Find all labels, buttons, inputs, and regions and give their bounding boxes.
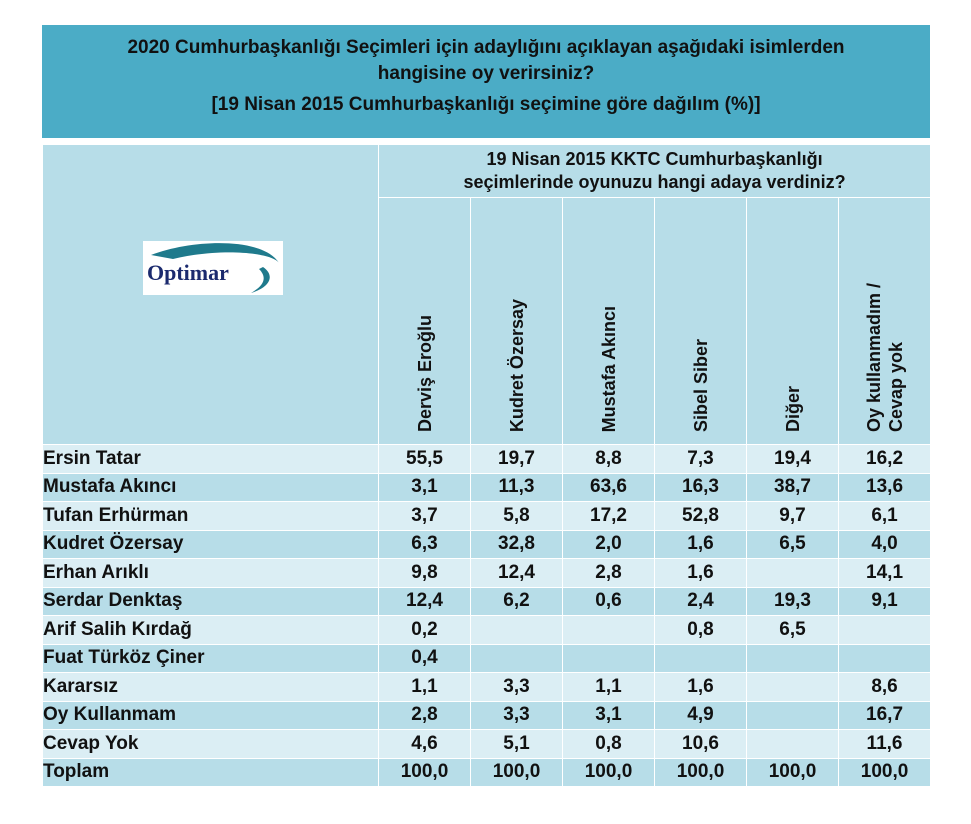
column-header-4	[747, 198, 839, 445]
cell-value: 9,1	[839, 587, 931, 616]
chart-title-line-2: hangisine oy verirsiniz?	[377, 63, 595, 84]
table-row	[43, 616, 931, 645]
cell-value: 0,8	[563, 730, 655, 759]
cell-value	[839, 616, 931, 645]
table-row	[43, 502, 931, 531]
cell-value	[839, 644, 931, 673]
cell-value: 1,6	[655, 673, 747, 702]
table-row	[43, 644, 931, 673]
group-header-line-1: 19 Nisan 2015 KKTC Cumhurbaşkanlığı	[486, 149, 823, 169]
cell-value: 19,7	[471, 445, 563, 474]
cell-value: 6,3	[379, 530, 471, 559]
cell-value	[747, 644, 839, 673]
table-row	[43, 730, 931, 759]
cell-value: 52,8	[655, 502, 747, 531]
column-header-3	[655, 198, 747, 445]
cell-value: 13,6	[839, 473, 931, 502]
cell-value: 14,1	[839, 559, 931, 588]
group-header	[379, 145, 931, 198]
cell-value: 4,9	[655, 701, 747, 730]
cell-value: 6,5	[747, 616, 839, 645]
row-label: Ersin Tatar	[43, 445, 379, 474]
cell-value: 4,6	[379, 730, 471, 759]
column-header-label: Diğer	[782, 385, 803, 432]
column-header-2	[563, 198, 655, 445]
logo-text: Optimar	[147, 260, 229, 285]
cell-value: 3,3	[471, 673, 563, 702]
row-label: Toplam	[43, 758, 379, 787]
table-row	[43, 701, 931, 730]
column-header-5	[839, 198, 931, 445]
cell-value: 6,1	[839, 502, 931, 531]
cell-value: 100,0	[747, 758, 839, 787]
row-label: Oy Kullanmam	[43, 701, 379, 730]
row-label: Tufan Erhürman	[43, 502, 379, 531]
column-header-label: Sibel Siber	[690, 338, 711, 432]
cell-value: 100,0	[563, 758, 655, 787]
column-header-label: Oy kullanmadım / Cevap yok	[863, 282, 906, 432]
cell-value: 2,0	[563, 530, 655, 559]
cell-value: 1,1	[379, 673, 471, 702]
cell-value: 10,6	[655, 730, 747, 759]
cell-value: 12,4	[379, 587, 471, 616]
cell-value	[471, 616, 563, 645]
cell-value	[563, 616, 655, 645]
table-row	[43, 673, 931, 702]
cell-value: 1,6	[655, 530, 747, 559]
cell-value: 38,7	[747, 473, 839, 502]
cell-value: 63,6	[563, 473, 655, 502]
cell-value: 11,3	[471, 473, 563, 502]
cell-value: 11,6	[839, 730, 931, 759]
cell-value: 3,1	[379, 473, 471, 502]
cell-value: 12,4	[471, 559, 563, 588]
column-header-label: Mustafa Akıncı	[598, 305, 619, 432]
cell-value: 3,1	[563, 701, 655, 730]
cell-value: 0,2	[379, 616, 471, 645]
cell-value	[747, 559, 839, 588]
cell-value: 2,4	[655, 587, 747, 616]
cell-value: 1,6	[655, 559, 747, 588]
cell-value: 55,5	[379, 445, 471, 474]
row-label: Kudret Özersay	[43, 530, 379, 559]
cell-value: 16,7	[839, 701, 931, 730]
cell-value: 6,2	[471, 587, 563, 616]
cell-value	[655, 644, 747, 673]
cell-value: 100,0	[379, 758, 471, 787]
table-row	[43, 758, 931, 787]
cell-value: 8,8	[563, 445, 655, 474]
cell-value: 5,8	[471, 502, 563, 531]
column-header-0	[379, 198, 471, 445]
cell-value: 100,0	[655, 758, 747, 787]
row-label: Arif Salih Kırdağ	[43, 616, 379, 645]
cell-value: 0,6	[563, 587, 655, 616]
row-label: Fuat Türköz Çiner	[43, 644, 379, 673]
cell-value: 100,0	[471, 758, 563, 787]
row-label: Kararsız	[43, 673, 379, 702]
cell-value: 3,7	[379, 502, 471, 531]
cell-value: 3,3	[471, 701, 563, 730]
chart-subtitle: [19 Nisan 2015 Cumhurbaşkanlığı seçimine göre dağılım (%)]	[211, 94, 761, 115]
cell-value	[747, 730, 839, 759]
column-header-label: Derviş Eroğlu	[414, 314, 435, 432]
results-table	[42, 144, 931, 787]
cell-value	[563, 644, 655, 673]
optimar-logo	[143, 241, 283, 295]
cell-value: 17,2	[563, 502, 655, 531]
row-label: Serdar Denktaş	[43, 587, 379, 616]
cell-value: 5,1	[471, 730, 563, 759]
cell-value: 7,3	[655, 445, 747, 474]
cell-value: 8,6	[839, 673, 931, 702]
cell-value	[471, 644, 563, 673]
table-row	[43, 587, 931, 616]
row-label: Cevap Yok	[43, 730, 379, 759]
group-header-line-2: seçimlerinde oyunuzu hangi adaya verdiniz?	[463, 172, 846, 192]
cell-value: 9,8	[379, 559, 471, 588]
cell-value: 4,0	[839, 530, 931, 559]
cell-value: 0,8	[655, 616, 747, 645]
cell-value: 2,8	[379, 701, 471, 730]
chart-title-line-1: 2020 Cumhurbaşkanlığı Seçimleri için adaylığını açıklayan aşağıdaki isimlerden	[127, 37, 845, 58]
cell-value: 0,4	[379, 644, 471, 673]
cell-value	[747, 673, 839, 702]
table-figure	[42, 25, 930, 787]
column-header-label: Kudret Özersay	[506, 298, 527, 432]
table-row	[43, 473, 931, 502]
cell-value: 32,8	[471, 530, 563, 559]
cell-value: 6,5	[747, 530, 839, 559]
table-row	[43, 559, 931, 588]
cell-value: 16,3	[655, 473, 747, 502]
cell-value: 2,8	[563, 559, 655, 588]
cell-value: 1,1	[563, 673, 655, 702]
row-label: Erhan Arıklı	[43, 559, 379, 588]
cell-value: 100,0	[839, 758, 931, 787]
cell-value	[747, 701, 839, 730]
table-row	[43, 445, 931, 474]
title-banner	[42, 25, 930, 138]
table-row	[43, 530, 931, 559]
column-header-1	[471, 198, 563, 445]
cell-value: 19,3	[747, 587, 839, 616]
cell-value: 9,7	[747, 502, 839, 531]
cell-value: 19,4	[747, 445, 839, 474]
row-label: Mustafa Akıncı	[43, 473, 379, 502]
logo-cell	[43, 145, 379, 445]
cell-value: 16,2	[839, 445, 931, 474]
